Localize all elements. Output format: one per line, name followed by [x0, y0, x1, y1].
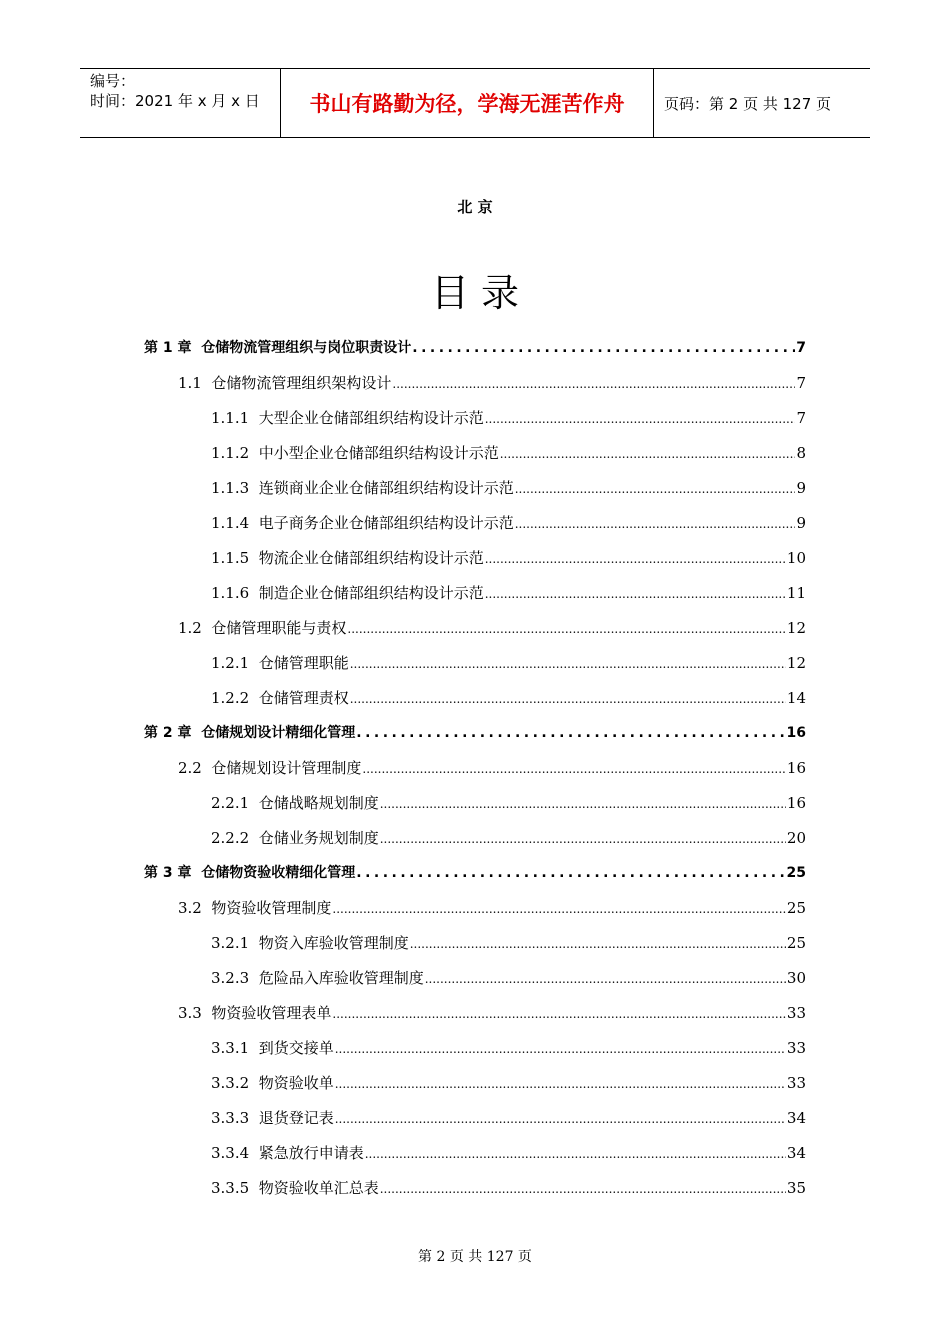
toc-page: 14: [786, 689, 806, 707]
toc-num: 3.3.1: [211, 1039, 259, 1057]
toc-entry[interactable]: [211, 1142, 806, 1166]
toc-entry[interactable]: [144, 722, 806, 746]
toc-num: 1.1.5: [211, 549, 259, 567]
toc-page: 34: [786, 1144, 806, 1162]
header-motto: 书山有路勤为径，学海无涯苦作舟: [281, 69, 654, 137]
toc-num: 1.1: [178, 374, 212, 392]
page-footer: 第 2 页 共 127 页: [418, 1249, 532, 1265]
toc-label: 仓储管理责权: [258, 689, 349, 707]
toc-entry[interactable]: [211, 967, 806, 991]
toc-label: 中小型企业仓储部组织结构设计示范: [258, 444, 499, 462]
toc-entry[interactable]: [211, 687, 806, 711]
toc-page: 33: [786, 1039, 806, 1057]
toc-entry[interactable]: [178, 372, 806, 396]
toc-num: 3.3.4: [211, 1144, 259, 1162]
toc-num: 3.3.5: [211, 1179, 259, 1197]
toc-num: 3.2.3: [211, 969, 259, 987]
toc-label: 仓储业务规划制度: [258, 829, 379, 847]
toc-label: 物资入库验收管理制度: [258, 934, 409, 952]
toc-num: 1.2: [178, 619, 212, 637]
toc-entry[interactable]: [211, 512, 806, 536]
toc-entry[interactable]: [211, 827, 806, 851]
toc-leader: [410, 934, 786, 952]
toc-page: 16: [786, 725, 806, 741]
toc-entry[interactable]: [211, 932, 806, 956]
toc-entry[interactable]: [211, 407, 806, 431]
toc-entry[interactable]: [144, 862, 806, 886]
toc-page: 30: [786, 969, 806, 987]
toc-leader: [356, 865, 785, 881]
toc-entry[interactable]: [178, 1002, 806, 1026]
toc-entry[interactable]: [211, 652, 806, 676]
toc-label: 物资验收管理制度: [211, 899, 332, 917]
toc-page: 25: [786, 865, 806, 881]
city-name: 北 京: [457, 198, 493, 216]
toc-page: 16: [786, 794, 806, 812]
toc-leader: [380, 794, 786, 812]
toc-entry[interactable]: [211, 442, 806, 466]
toc-num: 第 3 章: [144, 865, 202, 881]
toc-num: 3.3: [178, 1004, 212, 1022]
toc-entry[interactable]: [211, 1037, 806, 1061]
toc-page: 8: [796, 444, 806, 462]
toc-page: 25: [786, 899, 806, 917]
toc-num: 1.1.4: [211, 514, 259, 532]
toc-num: 3.2: [178, 899, 212, 917]
toc-leader: [332, 1004, 785, 1022]
toc-leader: [335, 1039, 786, 1057]
toc-page: 7: [796, 409, 806, 427]
toc-page: 34: [786, 1109, 806, 1127]
toc-label: 仓储管理职能与责权: [211, 619, 347, 637]
toc-leader: [392, 374, 795, 392]
toc-num: 1.1.3: [211, 479, 259, 497]
toc-num: 2.2: [178, 759, 212, 777]
toc-leader: [425, 969, 786, 987]
toc-label: 制造企业仓储部组织结构设计示范: [258, 584, 484, 602]
header-meta: [80, 69, 281, 137]
toc-label: 仓储物资验收精细化管理: [201, 865, 356, 881]
toc-entry[interactable]: [178, 617, 806, 641]
toc-leader: [485, 584, 786, 602]
toc-num: 1.1.2: [211, 444, 259, 462]
toc-entry[interactable]: [211, 477, 806, 501]
toc-num: 1.2.2: [211, 689, 259, 707]
toc-entry[interactable]: [211, 1107, 806, 1131]
toc-label: 仓储物流管理组织架构设计: [211, 374, 392, 392]
toc-page: 33: [786, 1004, 806, 1022]
toc-leader: [515, 479, 796, 497]
code-label: 编号：: [90, 72, 136, 90]
toc-leader: [335, 1074, 786, 1092]
toc-leader: [356, 725, 785, 741]
toc-num: 1.1.6: [211, 584, 259, 602]
toc-page: 9: [796, 514, 806, 532]
toc-num: 1.1.1: [211, 409, 259, 427]
toc-label: 紧急放行申请表: [258, 1144, 364, 1162]
toc-label: 物资验收单汇总表: [258, 1179, 379, 1197]
page-header: [80, 68, 870, 138]
toc-page: 16: [786, 759, 806, 777]
toc-label: 仓储规划设计管理制度: [211, 759, 362, 777]
toc-page: 12: [786, 654, 806, 672]
toc-label: 电子商务企业仓储部组织结构设计示范: [258, 514, 514, 532]
toc-label: 到货交接单: [258, 1039, 334, 1057]
toc-entry[interactable]: [144, 337, 806, 361]
toc-entry[interactable]: [211, 1072, 806, 1096]
date-label: 时间：2021 年 x 月 x 日: [90, 92, 260, 110]
toc-leader: [332, 899, 785, 917]
toc-entry[interactable]: [211, 582, 806, 606]
toc-leader: [350, 689, 786, 707]
toc-label: 连锁商业企业仓储部组织结构设计示范: [258, 479, 514, 497]
toc-page: 33: [786, 1074, 806, 1092]
toc-num: 第 2 章: [144, 725, 202, 741]
toc-leader: [500, 444, 796, 462]
toc-num: 3.3.2: [211, 1074, 259, 1092]
toc-num: 2.2.1: [211, 794, 259, 812]
toc-leader: [335, 1109, 786, 1127]
toc-entry[interactable]: [178, 757, 806, 781]
toc-leader: [485, 549, 786, 567]
toc-label: 物流企业仓储部组织结构设计示范: [258, 549, 484, 567]
toc-page: 25: [786, 934, 806, 952]
toc-num: 2.2.2: [211, 829, 259, 847]
toc-page: 35: [786, 1179, 806, 1197]
toc-leader: [380, 829, 786, 847]
toc-label: 物资验收单: [258, 1074, 334, 1092]
toc-page: 9: [796, 479, 806, 497]
toc-title: 目 录: [430, 271, 520, 315]
toc-entry[interactable]: [211, 547, 806, 571]
toc-leader: [515, 514, 796, 532]
toc-leader: [380, 1179, 786, 1197]
toc-label: 仓储规划设计精细化管理: [201, 725, 356, 741]
toc-entry[interactable]: [211, 792, 806, 816]
toc-entry[interactable]: [211, 1177, 806, 1201]
toc-leader: [485, 409, 796, 427]
toc-leader: [362, 759, 785, 777]
toc-label: 仓储物流管理组织与岗位职责设计: [201, 340, 412, 356]
toc-num: 3.3.3: [211, 1109, 259, 1127]
toc-leader: [350, 654, 786, 672]
toc-page: 11: [786, 584, 806, 602]
toc-page: 7: [796, 340, 806, 356]
toc-label: 退货登记表: [258, 1109, 334, 1127]
toc-num: 1.2.1: [211, 654, 259, 672]
toc-page: 10: [786, 549, 806, 567]
toc-leader: [365, 1144, 786, 1162]
toc-label: 危险品入库验收管理制度: [258, 969, 424, 987]
toc-label: 仓储战略规划制度: [258, 794, 379, 812]
toc-page: 20: [786, 829, 806, 847]
toc-label: 物资验收管理表单: [211, 1004, 332, 1022]
toc-page: 12: [786, 619, 806, 637]
toc-leader: [347, 619, 785, 637]
toc-num: 第 1 章: [144, 340, 202, 356]
toc-label: 大型企业仓储部组织结构设计示范: [258, 409, 484, 427]
header-page-info: 页码：第 2 页 共 127 页: [664, 94, 832, 113]
toc-num: 3.2.1: [211, 934, 259, 952]
toc-label: 仓储管理职能: [258, 654, 349, 672]
toc-entry[interactable]: [178, 897, 806, 921]
toc-leader: [412, 340, 795, 356]
toc-page: 7: [796, 374, 806, 392]
